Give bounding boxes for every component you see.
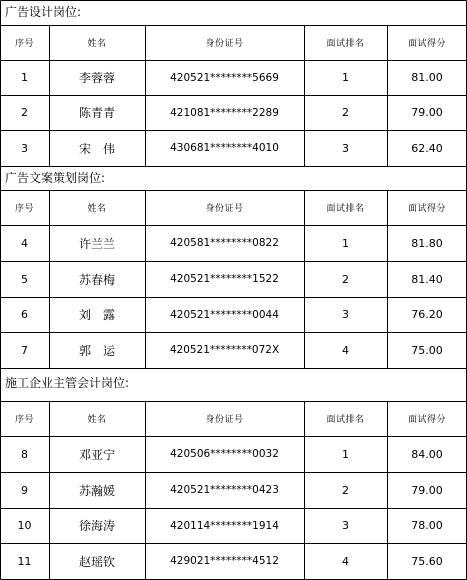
table-row — [0, 297, 467, 332]
row-rank: 3 — [342, 308, 349, 321]
row-id-number: 420521********072X — [169, 344, 280, 356]
header-name: 姓名 — [87, 415, 107, 425]
table-row — [0, 225, 467, 261]
row-id-number: 420506********0032 — [170, 448, 279, 460]
row-id-number: 430681********4010 — [170, 142, 279, 154]
row-score: 79.00 — [411, 106, 443, 119]
row-score: 76.20 — [411, 308, 443, 321]
header-name: 姓名 — [87, 204, 107, 214]
row-id-number: 429021********4512 — [170, 555, 279, 567]
table-header-row — [0, 401, 467, 436]
row-rank: 3 — [342, 519, 349, 532]
row-id-number: 421081********2289 — [170, 106, 279, 119]
section-title-ad-copywriting: 广告文案策划岗位: — [5, 171, 106, 185]
row-number: 3 — [21, 141, 28, 155]
header-name: 姓名 — [87, 39, 107, 49]
header-interview-rank: 面试排名 — [326, 204, 365, 214]
header-number: 序号 — [14, 204, 34, 214]
table-row — [0, 436, 467, 472]
row-score: 78.00 — [411, 519, 443, 532]
row-number: 6 — [21, 308, 28, 321]
header-interview-score: 面试得分 — [407, 415, 446, 425]
row-name: 郭 运 — [78, 343, 115, 358]
row-rank: 2 — [342, 272, 349, 286]
row-name: 邓亚宁 — [78, 447, 115, 462]
row-rank: 1 — [342, 236, 349, 250]
header-id-number: 身份证号 — [205, 415, 244, 425]
row-name: 赵瑶钦 — [78, 554, 115, 569]
row-rank: 1 — [342, 447, 349, 461]
header-number: 序号 — [14, 39, 34, 49]
row-number: 11 — [17, 554, 32, 568]
row-score: 81.80 — [411, 236, 443, 250]
row-number: 4 — [21, 236, 28, 250]
header-interview-rank: 面试排名 — [326, 39, 365, 49]
table-header-row — [0, 25, 467, 60]
table-row — [0, 332, 467, 368]
row-name: 陈青青 — [78, 106, 115, 120]
row-number: 8 — [21, 447, 28, 461]
row-name: 苏瀚媛 — [78, 483, 115, 498]
row-rank: 2 — [342, 106, 349, 119]
row-rank: 4 — [342, 343, 349, 357]
row-name: 苏春梅 — [78, 272, 115, 287]
header-interview-rank: 面试排名 — [326, 415, 365, 425]
table-row — [0, 508, 467, 543]
row-score: 62.40 — [411, 141, 443, 155]
row-id-number: 420521********0423 — [170, 484, 279, 496]
header-interview-score: 面试得分 — [407, 204, 446, 214]
section-title-construction-accounting: 施工企业主管会计岗位: — [5, 376, 130, 390]
header-number: 序号 — [14, 415, 34, 425]
row-score: 75.00 — [411, 343, 443, 357]
table-row — [0, 60, 467, 95]
row-id-number: 420114********1914 — [170, 519, 279, 532]
row-rank: 1 — [342, 71, 349, 84]
table-row — [0, 472, 467, 508]
row-name: 宋 伟 — [78, 141, 115, 156]
row-name: 李蓉蓉 — [78, 71, 115, 85]
row-number: 7 — [21, 343, 28, 357]
row-id-number: 420521********0044 — [170, 308, 279, 321]
row-score: 75.60 — [411, 554, 443, 568]
row-number: 9 — [21, 483, 28, 497]
row-score: 81.40 — [411, 272, 443, 286]
row-name: 徐海涛 — [78, 519, 115, 533]
table-row — [0, 261, 467, 297]
header-id-number: 身份证号 — [205, 204, 244, 214]
row-score: 79.00 — [411, 483, 443, 497]
row-number: 5 — [21, 272, 28, 286]
row-number: 1 — [21, 71, 28, 84]
header-interview-score: 面试得分 — [407, 39, 446, 49]
table-row — [0, 543, 467, 579]
row-rank: 3 — [342, 141, 349, 155]
header-id-number: 身份证号 — [205, 39, 244, 49]
row-rank: 2 — [342, 483, 349, 497]
row-id-number: 420581********0822 — [170, 237, 279, 249]
table-row — [0, 130, 467, 166]
row-number: 2 — [21, 106, 28, 119]
row-score: 84.00 — [411, 447, 443, 461]
row-number: 10 — [17, 519, 32, 532]
table-header-row — [0, 190, 467, 225]
row-score: 81.00 — [411, 71, 443, 84]
section-title-ad-design: 广告设计岗位: — [5, 5, 82, 19]
table-row — [0, 95, 467, 130]
row-name: 刘 露 — [78, 308, 115, 322]
row-name: 许兰兰 — [78, 236, 115, 251]
row-id-number: 420521********5669 — [170, 71, 279, 84]
row-id-number: 420521********1522 — [170, 273, 279, 285]
row-rank: 4 — [342, 554, 349, 568]
